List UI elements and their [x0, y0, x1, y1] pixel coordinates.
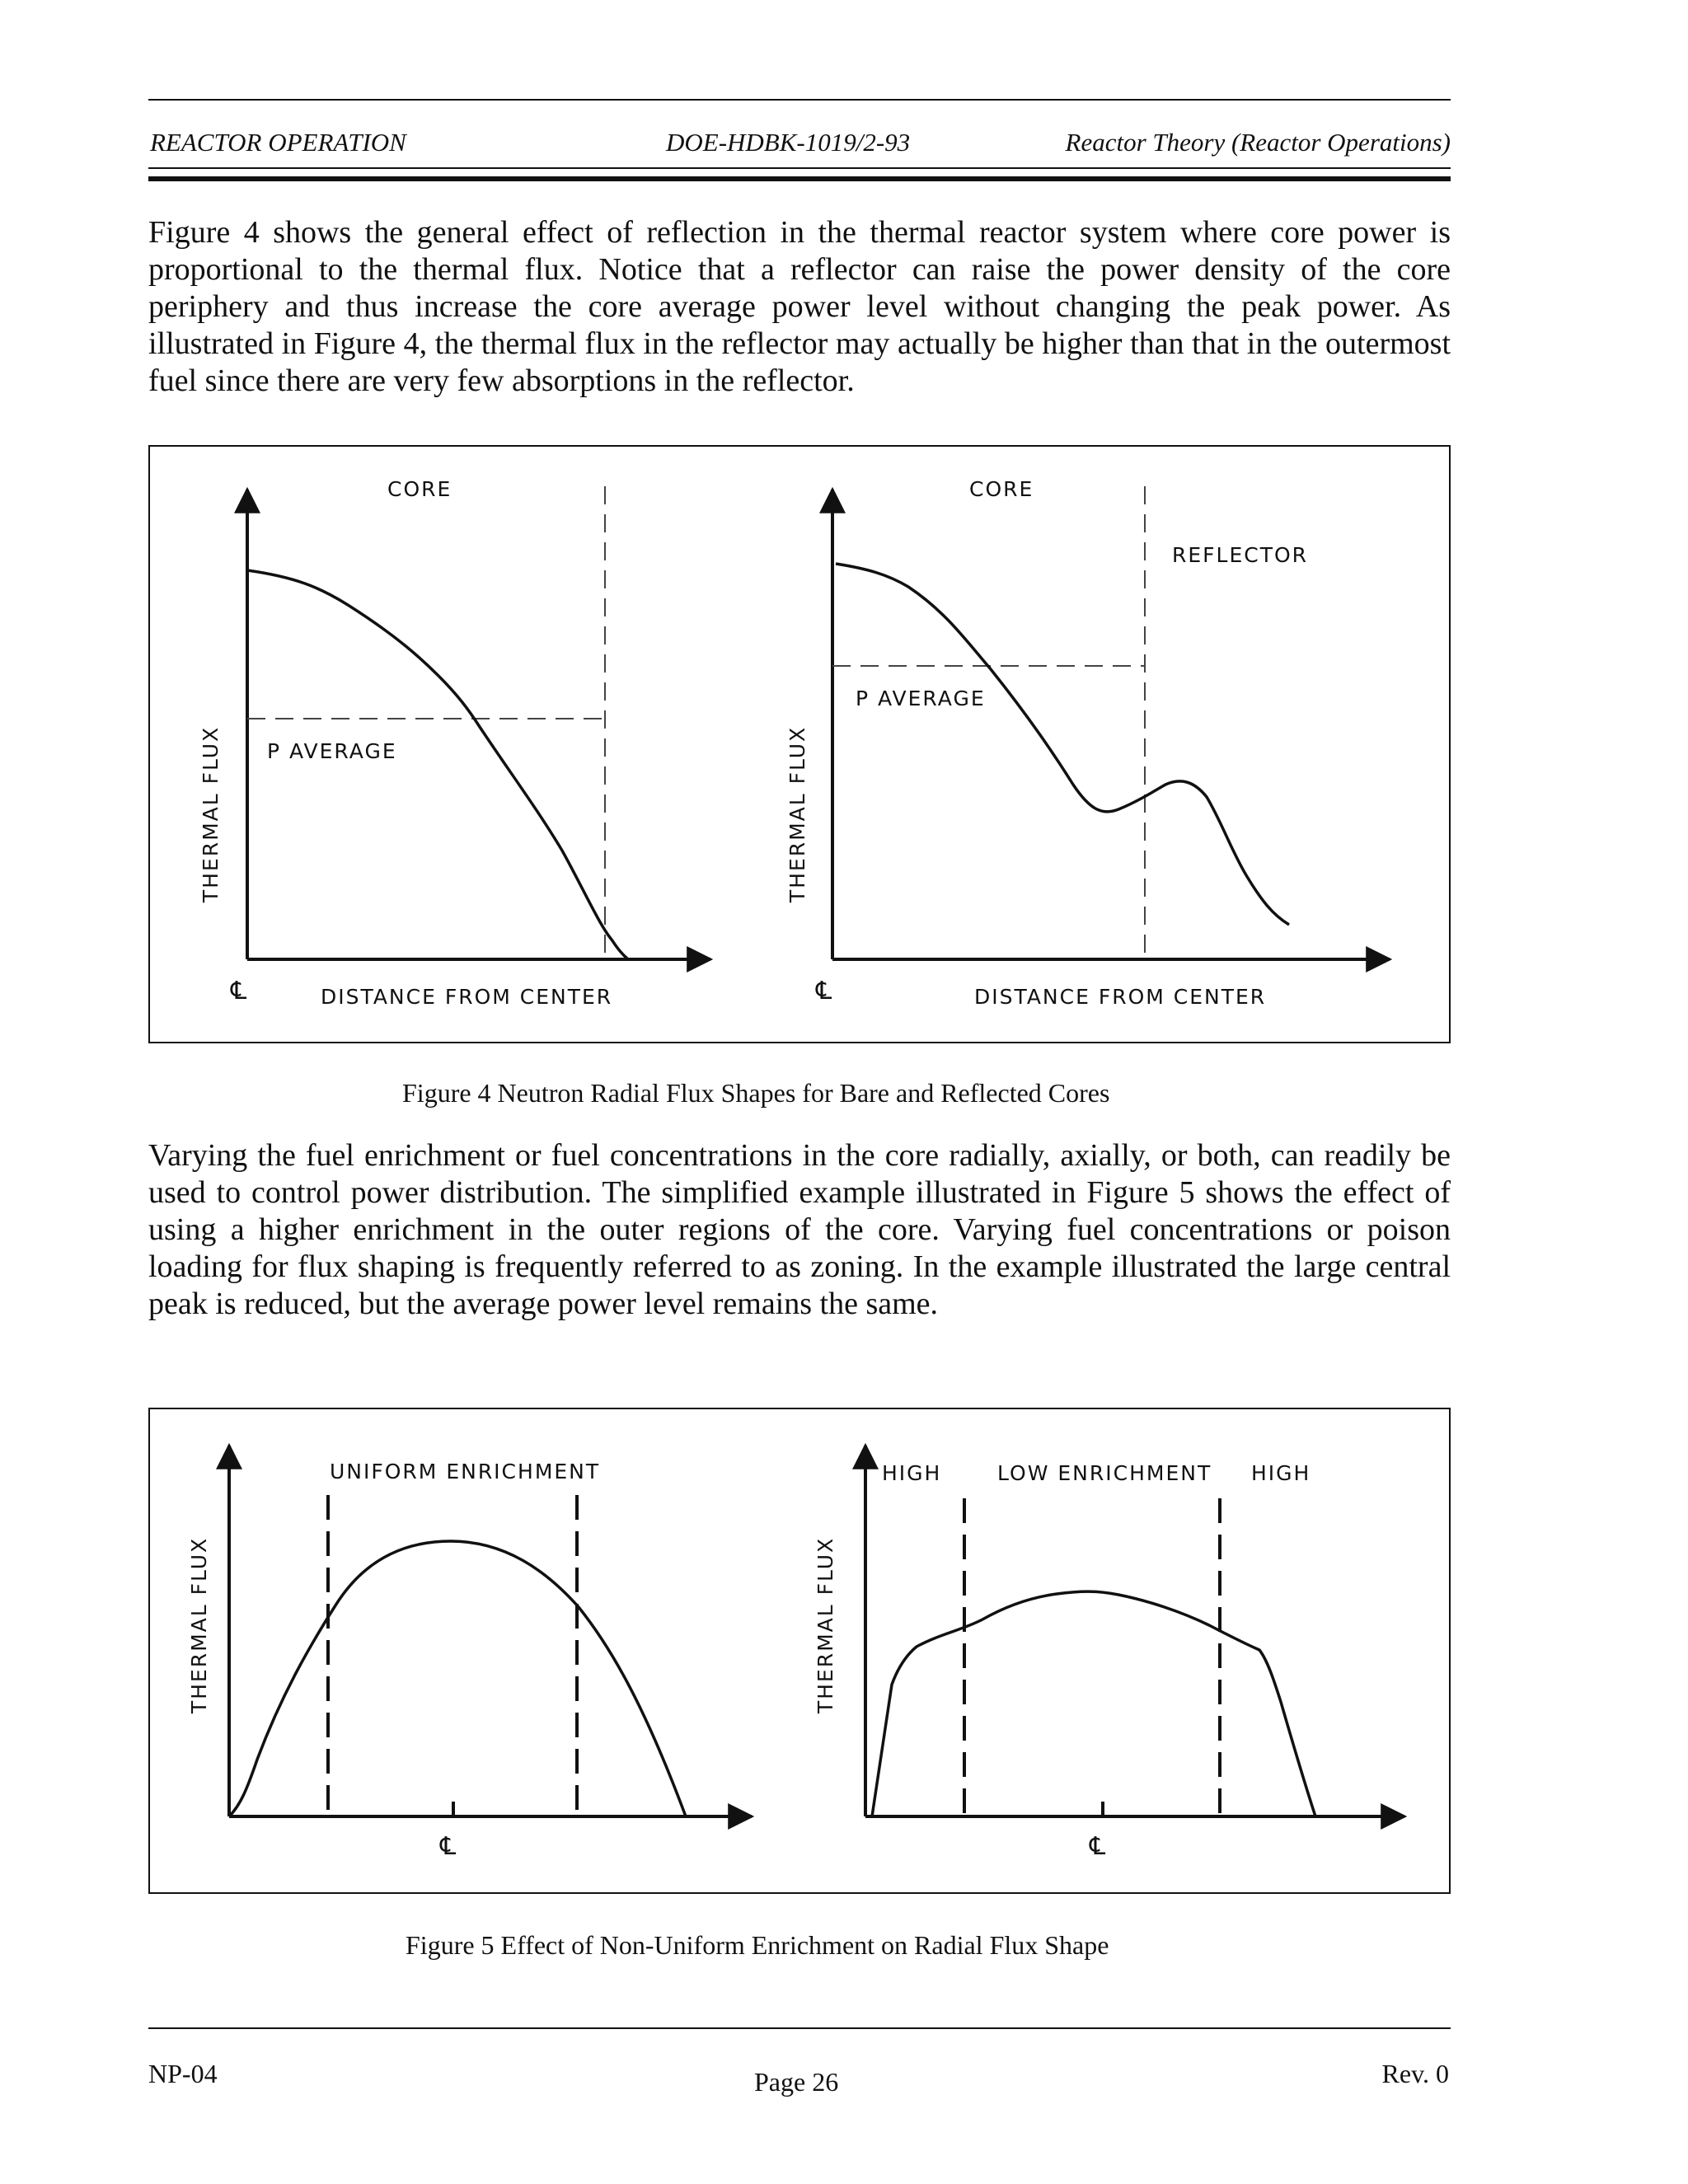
fig5-right-high-right-label: HIGH — [1251, 1461, 1311, 1485]
header-section-title: REACTOR OPERATION — [150, 128, 406, 157]
header-document-id: DOE-HDBK-1019/2-93 — [666, 128, 911, 157]
fig4-left-flux-curve — [247, 570, 628, 959]
fig5-left-flux-curve — [229, 1541, 686, 1816]
fig4-right-core-label: CORE — [969, 477, 1034, 501]
fig4-right-centerline-symbol: ℄ — [816, 977, 834, 1005]
header-top-rule — [148, 99, 1451, 101]
footer-rule — [148, 2027, 1451, 2029]
fig5-right-y-label: THERMAL FLUX — [814, 1536, 837, 1714]
fig4-left-centerline-symbol: ℄ — [231, 977, 249, 1005]
footer-page-number: Page 26 — [754, 2067, 839, 2097]
fig4-left-y-label: THERMAL FLUX — [199, 725, 223, 903]
body-paragraph-1: Figure 4 shows the general effect of reflection in the thermal reactor system where core power is proportional to the thermal flux. Notice that a reflector can raise the power density of the core periphery and thus increase the core average power level without changing the peak power. As illustrated in Figure 4, the thermal flux in the reflector may actually be higher than that in the outermost fuel since there are very few absorptions in the reflector. — [148, 215, 1451, 398]
figure-4-box — [148, 445, 1451, 1043]
figure-4-right-panel — [785, 477, 1390, 1009]
footer-revision: Rev. 0 — [1381, 2059, 1449, 2088]
header-chapter-title: Reactor Theory (Reactor Operations) — [1065, 128, 1451, 157]
fig4-left-x-label: DISTANCE FROM CENTER — [321, 985, 613, 1009]
fig5-right-flux-curve — [872, 1591, 1315, 1816]
fig5-left-y-label: THERMAL FLUX — [187, 1536, 211, 1714]
fig5-right-low-enrichment-label: LOW ENRICHMENT — [997, 1461, 1212, 1485]
figure-4-left-panel — [199, 477, 710, 1009]
fig5-right-centerline-symbol: ℄ — [1090, 1832, 1108, 1861]
fig4-right-flux-curve — [836, 564, 1289, 925]
figure-5-diagram — [150, 1409, 1449, 1892]
fig4-right-x-label: DISTANCE FROM CENTER — [974, 985, 1267, 1009]
fig4-right-average-label: P AVERAGE — [856, 687, 986, 710]
fig5-left-centerline-symbol: ℄ — [440, 1832, 458, 1861]
figure-4-caption: Figure 4 Neutron Radial Flux Shapes for Bare and Reflected Cores — [402, 1078, 1110, 1108]
fig5-left-region-label: UNIFORM ENRICHMENT — [330, 1460, 601, 1483]
fig4-left-core-label: CORE — [387, 477, 452, 501]
fig4-left-average-label: P AVERAGE — [267, 739, 397, 763]
figure-5-box — [148, 1408, 1451, 1894]
fig4-right-reflector-label: REFLECTOR — [1172, 543, 1309, 567]
figure-5-caption: Figure 5 Effect of Non-Uniform Enrichment on Radial Flux Shape — [406, 1930, 1109, 1960]
header-bottom-rule-thick — [148, 176, 1451, 181]
fig4-right-y-label: THERMAL FLUX — [785, 725, 809, 903]
figure-5-right-panel — [814, 1446, 1404, 1861]
footer-module-id: NP-04 — [148, 2059, 218, 2088]
fig5-right-high-left-label: HIGH — [882, 1461, 942, 1485]
header-bottom-rule-thin — [148, 167, 1451, 169]
body-paragraph-2: Varying the fuel enrichment or fuel concentrations in the core radially, axially, or both, can readily be used to control power distribution. The simplified example illustrated in Figure 5 shows the effect of using a higher enrichment in the outer regions of the core. Varying fuel concentrations or poison loading for flux shaping is frequently referred to as zoning. In the example illustrated the large central peak is reduced, but the average power level remains the same. — [148, 1138, 1451, 1321]
figure-5-left-panel — [187, 1446, 752, 1861]
figure-4-diagram — [150, 447, 1449, 1042]
